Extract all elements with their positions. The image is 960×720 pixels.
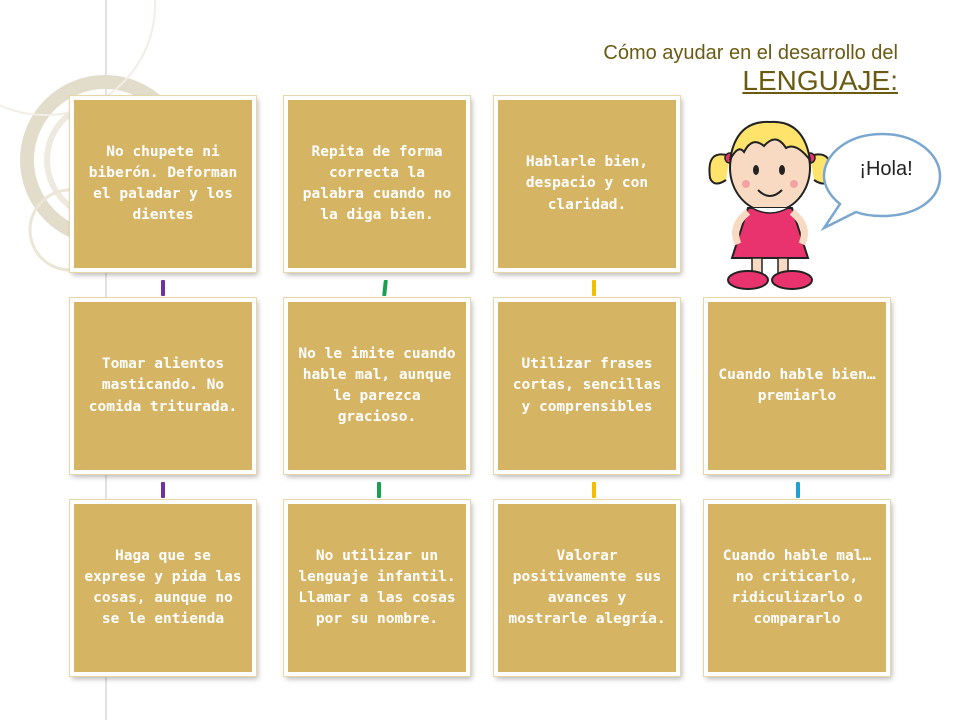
card-hablarle-bien xyxy=(494,96,680,272)
card-text: Utilizar frases cortas, sencillas y comprensibles xyxy=(512,356,662,415)
card-text: No chupete ni biberón. Deforman el paladar y los dientes xyxy=(88,143,238,224)
title-line-2: LENGUAJE: xyxy=(742,65,898,96)
card-lenguaje-infantil xyxy=(284,500,470,676)
connector-col3-b xyxy=(592,482,596,498)
slide-title xyxy=(603,42,898,97)
connector-col1-b xyxy=(161,482,165,498)
card-repita-forma-correcta xyxy=(284,96,470,272)
card-no-criticarlo xyxy=(704,500,890,676)
title-line-1: Cómo ayudar en el desarrollo del xyxy=(603,42,898,64)
card-premiarlo xyxy=(704,298,890,474)
card-text: Cuando hable bien…premiarlo xyxy=(718,366,876,404)
card-tomar-alimentos xyxy=(70,298,256,474)
card-text: Hablarle bien, despacio y con claridad. xyxy=(525,154,649,213)
connector-col2-b xyxy=(377,482,381,498)
card-no-le-imite xyxy=(284,298,470,474)
card-exprese-y-pida xyxy=(70,500,256,676)
connector-col3-a xyxy=(592,280,596,296)
card-text: Haga que se exprese y pida las cosas, aunque no se le entienda xyxy=(84,547,242,628)
card-text: Tomar alientos masticando. No comida triturada. xyxy=(88,356,238,415)
card-no-chupete xyxy=(70,96,256,272)
speech-bubble-text: ¡Hola! xyxy=(859,158,913,180)
card-valorar-avances xyxy=(494,500,680,676)
card-text: Valorar positivamente sus avances y mostrarle alegría. xyxy=(508,547,666,628)
card-text: No utilizar un lenguaje infantil. Llamar a las cosas por su nombre. xyxy=(298,547,456,628)
card-text: No le imite cuando hable mal, aunque le parezca gracioso. xyxy=(298,345,456,426)
connector-col4-b xyxy=(796,482,800,498)
connector-col1-a xyxy=(161,280,165,296)
card-text: Cuando hable mal…no criticarlo, ridiculizarlo o compararlo xyxy=(722,547,872,628)
card-frases-cortas xyxy=(494,298,680,474)
card-text: Repita de forma correcta la palabra cuando no la diga bien. xyxy=(302,143,452,224)
